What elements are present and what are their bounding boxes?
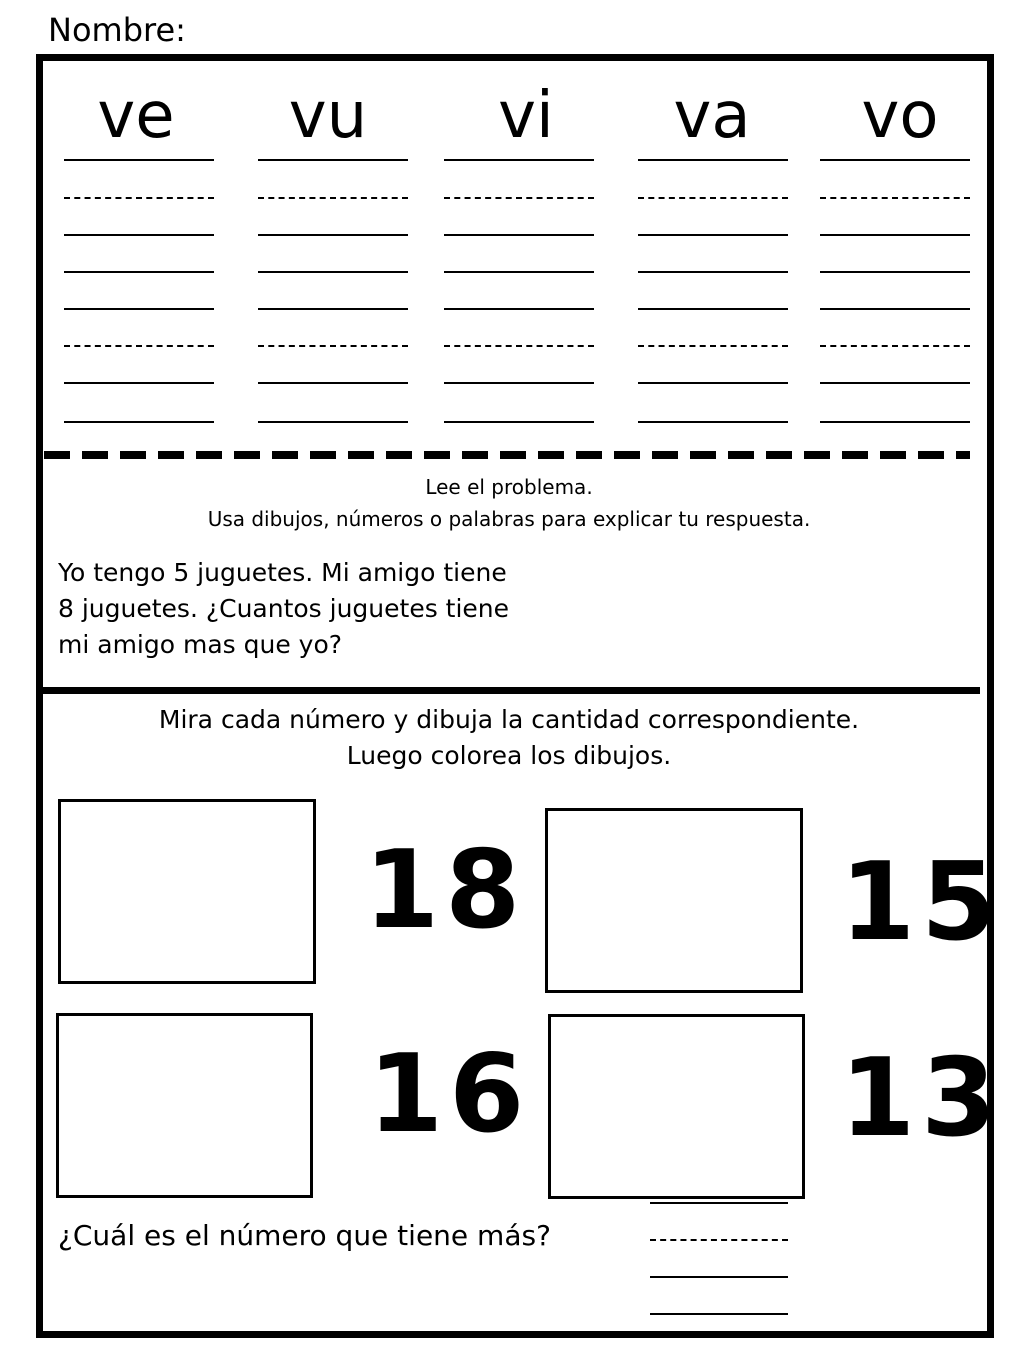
writing-guide-line <box>638 234 788 236</box>
writing-guide-line <box>64 382 214 384</box>
solid-section-divider <box>42 687 980 694</box>
draw-quantity-instruction: Mira cada número y dibuja la cantidad correspondiente. <box>158 705 860 734</box>
writing-guide-line <box>64 421 214 423</box>
writing-guide-line <box>820 421 970 423</box>
syllable-va: va <box>673 79 751 153</box>
writing-guide-line <box>258 234 408 236</box>
writing-guide-line <box>258 159 408 161</box>
writing-guide-line <box>638 159 788 161</box>
writing-guide-line <box>258 308 408 310</box>
drawing-box-16[interactable] <box>56 1013 313 1198</box>
answer-line <box>650 1313 788 1315</box>
writing-guide-line <box>64 159 214 161</box>
writing-guide-line <box>638 308 788 310</box>
answer-dashed-line <box>650 1239 788 1241</box>
drawing-box-15[interactable] <box>545 808 803 993</box>
writing-guide-line <box>444 382 594 384</box>
answer-line <box>650 1202 788 1204</box>
writing-guide-line <box>820 308 970 310</box>
writing-guide-dashed-line <box>444 197 594 199</box>
writing-guide-line <box>820 271 970 273</box>
drawing-box-18[interactable] <box>58 799 316 984</box>
writing-guide-dashed-line <box>638 345 788 347</box>
writing-guide-line <box>444 308 594 310</box>
number-15: 15 <box>840 840 1003 965</box>
writing-guide-line <box>638 382 788 384</box>
writing-guide-line <box>820 234 970 236</box>
writing-guide-line <box>638 271 788 273</box>
writing-guide-dashed-line <box>444 345 594 347</box>
number-13: 13 <box>840 1036 1003 1161</box>
syllable-ve: ve <box>97 79 175 153</box>
writing-guide-line <box>820 159 970 161</box>
writing-guide-dashed-line <box>638 197 788 199</box>
dashed-section-divider <box>44 451 970 459</box>
writing-guide-dashed-line <box>820 345 970 347</box>
answer-line <box>650 1276 788 1278</box>
writing-guide-dashed-line <box>64 345 214 347</box>
syllable-vi: vi <box>498 79 554 153</box>
writing-guide-line <box>258 382 408 384</box>
writing-guide-dashed-line <box>64 197 214 199</box>
drawing-box-13[interactable] <box>548 1014 805 1199</box>
writing-guide-line <box>820 382 970 384</box>
word-problem-line: 8 juguetes. ¿Cuantos juguetes tiene <box>58 594 510 623</box>
writing-guide-line <box>64 271 214 273</box>
writing-guide-line <box>444 271 594 273</box>
word-problem-line: Yo tengo 5 juguetes. Mi amigo tiene <box>58 558 507 587</box>
name-label: Nombre: <box>48 11 186 49</box>
writing-guide-dashed-line <box>820 197 970 199</box>
writing-guide-line <box>444 234 594 236</box>
color-drawings-instruction: Luego colorea los dibujos. <box>346 741 672 770</box>
read-problem-instruction: Lee el problema. <box>425 475 593 499</box>
number-16: 16 <box>368 1032 531 1157</box>
writing-guide-line <box>258 421 408 423</box>
explain-answer-instruction: Usa dibujos, números o palabras para explicar tu respuesta. <box>207 507 811 531</box>
number-18: 18 <box>364 828 527 953</box>
writing-guide-line <box>444 159 594 161</box>
writing-guide-dashed-line <box>258 345 408 347</box>
syllable-vo: vo <box>861 79 939 153</box>
word-problem-line: mi amigo mas que yo? <box>58 630 343 659</box>
syllable-vu: vu <box>288 79 368 153</box>
writing-guide-line <box>258 271 408 273</box>
which-number-is-more-question: ¿Cuál es el número que tiene más? <box>58 1219 551 1252</box>
writing-guide-line <box>638 421 788 423</box>
writing-guide-line <box>64 234 214 236</box>
writing-guide-line <box>64 308 214 310</box>
writing-guide-line <box>444 421 594 423</box>
writing-guide-dashed-line <box>258 197 408 199</box>
